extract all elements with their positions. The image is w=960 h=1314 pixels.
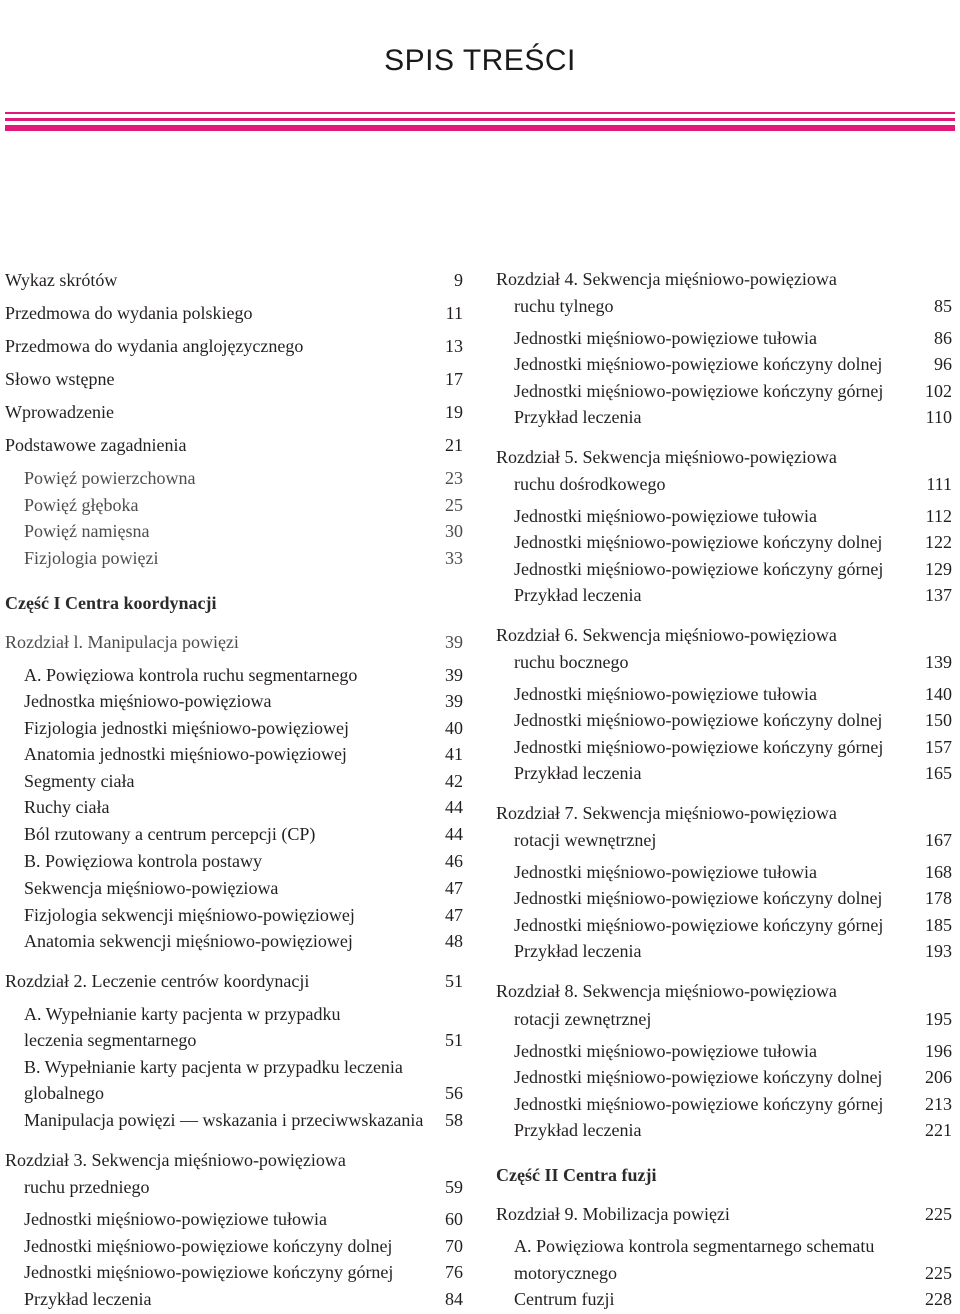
toc-entry bbox=[24, 904, 463, 926]
toc-entry bbox=[24, 467, 463, 489]
toc-entry-page: 39 bbox=[445, 665, 463, 685]
toc-entry bbox=[496, 446, 952, 468]
toc-entry-page: 165 bbox=[925, 763, 952, 783]
toc-entry bbox=[496, 268, 952, 290]
toc-entry-title: Anatomia jednostki mięśniowo-powięziowej bbox=[24, 744, 347, 764]
toc-entry-page: 195 bbox=[925, 1009, 952, 1029]
toc-entry-page: 206 bbox=[925, 1067, 952, 1087]
toc-entry-page: 70 bbox=[445, 1236, 463, 1256]
toc-entry-page: 41 bbox=[445, 744, 463, 764]
toc-entry bbox=[514, 651, 952, 673]
toc-entry-title: Rozdział 7. Sekwencja mięśniowo-powięziowa bbox=[496, 803, 837, 823]
toc-entry bbox=[514, 406, 952, 428]
toc-entry-page: 23 bbox=[445, 468, 463, 488]
toc-entry bbox=[24, 1176, 463, 1198]
toc-entry-page: 150 bbox=[925, 710, 952, 730]
toc-entry-title: Przykład leczenia bbox=[514, 763, 642, 783]
toc-entry-title: Jednostki mięśniowo-powięziowe kończyny górnej bbox=[514, 381, 884, 401]
toc-entry bbox=[514, 1288, 952, 1310]
toc-entry bbox=[5, 631, 463, 653]
toc-entry-title: Manipulacja powięzi — wskazania i przeciwwskazania bbox=[24, 1110, 424, 1130]
toc-entry bbox=[24, 930, 463, 952]
toc-entry-page: 225 bbox=[925, 1204, 952, 1224]
toc-entry bbox=[5, 970, 463, 992]
toc-entry-title: Jednostki mięśniowo-powięziowe tułowia bbox=[514, 862, 817, 882]
toc-entry-title: rotacji wewnętrznej bbox=[514, 830, 657, 850]
toc-entry bbox=[514, 736, 952, 758]
toc-entry bbox=[5, 368, 463, 390]
toc-entry-title: Jednostki mięśniowo-powięziowe tułowia bbox=[514, 506, 817, 526]
toc-entry-page: 42 bbox=[445, 771, 463, 791]
title-rule-medium bbox=[5, 118, 955, 121]
toc-entry-title: A. Wypełnianie karty pacjenta w przypadku bbox=[24, 1004, 341, 1024]
toc-entry-page: 33 bbox=[445, 548, 463, 568]
toc-entry bbox=[496, 624, 952, 646]
toc-entry bbox=[24, 850, 463, 872]
toc-entry-title: Jednostki mięśniowo-powięziowe kończyny dolnej bbox=[24, 1236, 393, 1256]
toc-entry bbox=[24, 520, 463, 542]
toc-entry-title: Jednostki mięśniowo-powięziowe kończyny górnej bbox=[514, 559, 884, 579]
toc-entry-title: ruchu bocznego bbox=[514, 652, 629, 672]
toc-entry-title: Segmenty ciała bbox=[24, 771, 135, 791]
toc-entry-page: 47 bbox=[445, 905, 463, 925]
toc-entry-page: 59 bbox=[445, 1177, 463, 1197]
toc-entry-title: Ruchy ciała bbox=[24, 797, 110, 817]
toc-entry-page: 25 bbox=[445, 495, 463, 515]
toc-entry bbox=[514, 531, 952, 553]
toc-entry-page: 196 bbox=[925, 1041, 952, 1061]
toc-entry bbox=[514, 861, 952, 883]
toc-entry bbox=[514, 473, 952, 495]
toc-entry bbox=[24, 494, 463, 516]
toc-entry-page: 112 bbox=[925, 506, 952, 526]
toc-entry-page: 102 bbox=[925, 381, 952, 401]
toc-entry-page: 85 bbox=[934, 296, 952, 316]
toc-entry bbox=[496, 980, 952, 1002]
toc-entry-title: Przedmowa do wydania polskiego bbox=[5, 303, 253, 323]
toc-entry-page: 167 bbox=[925, 830, 952, 850]
toc-part-heading bbox=[5, 592, 463, 614]
toc-entry bbox=[514, 1119, 952, 1141]
toc-entry-title: Centrum fuzji bbox=[514, 1289, 615, 1309]
toc-entry-title: Jednostki mięśniowo-powięziowe kończyny górnej bbox=[514, 737, 884, 757]
page-title: SPIS TREŚCI bbox=[384, 44, 576, 77]
toc-entry-title: Rozdział 3. Sekwencja mięśniowo-powięziowa bbox=[5, 1150, 346, 1170]
toc-entry bbox=[24, 796, 463, 818]
toc-entry-page: 13 bbox=[445, 336, 463, 356]
toc-entry-title: Jednostki mięśniowo-powięziowe kończyny dolnej bbox=[514, 888, 883, 908]
toc-entry bbox=[5, 302, 463, 324]
toc-entry-page: 44 bbox=[445, 797, 463, 817]
toc-part-heading bbox=[496, 1164, 952, 1186]
toc-entry-title: Jednostki mięśniowo-powięziowe tułowia bbox=[24, 1209, 327, 1229]
toc-entry-page: 58 bbox=[445, 1110, 463, 1130]
toc-entry-page: 39 bbox=[445, 632, 463, 652]
toc-entry-title: globalnego bbox=[24, 1083, 104, 1103]
toc-entry-page: 17 bbox=[445, 369, 463, 389]
toc-entry bbox=[24, 1029, 463, 1051]
toc-entry-page: 110 bbox=[925, 407, 952, 427]
toc-entry bbox=[514, 380, 952, 402]
toc-entry bbox=[24, 1261, 463, 1283]
toc-entry-title: Jednostki mięśniowo-powięziowe kończyny górnej bbox=[24, 1262, 394, 1282]
toc-entry-title: Powięź powierzchowna bbox=[24, 468, 196, 488]
toc-entry-title: Jednostki mięśniowo-powięziowe kończyny dolnej bbox=[514, 1067, 883, 1087]
toc-entry-page: 51 bbox=[445, 971, 463, 991]
toc-entry-title: Powięź głęboka bbox=[24, 495, 139, 515]
toc-entry bbox=[24, 547, 463, 569]
toc-entry-title: Fizjologia jednostki mięśniowo-powięziowej bbox=[24, 718, 349, 738]
toc-entry-title: Przykład leczenia bbox=[24, 1289, 152, 1309]
toc-entry-title: Część I Centra koordynacji bbox=[5, 593, 217, 613]
toc-entry-title: Jednostki mięśniowo-powięziowe kończyny górnej bbox=[514, 1094, 884, 1114]
toc-entry-page: 51 bbox=[445, 1030, 463, 1050]
toc-entry-title: Przykład leczenia bbox=[514, 407, 642, 427]
toc-entry-title: Wprowadzenie bbox=[5, 402, 114, 422]
toc-entry bbox=[24, 743, 463, 765]
toc-entry bbox=[514, 829, 952, 851]
toc-entry-page: 228 bbox=[925, 1289, 952, 1309]
toc-entry bbox=[514, 762, 952, 784]
toc-entry-page: 140 bbox=[925, 684, 952, 704]
toc-entry bbox=[496, 802, 952, 824]
toc-entry-page: 221 bbox=[925, 1120, 952, 1140]
toc-entry bbox=[514, 683, 952, 705]
toc-entry-page: 60 bbox=[445, 1209, 463, 1229]
toc-entry-title: Ból rzutowany a centrum percepcji (CP) bbox=[24, 824, 316, 844]
toc-entry bbox=[24, 877, 463, 899]
toc-entry-title: ruchu dośrodkowego bbox=[514, 474, 666, 494]
toc-entry-page: 225 bbox=[925, 1263, 952, 1283]
toc-entry-title: B. Powięziowa kontrola postawy bbox=[24, 851, 262, 871]
toc-entry-title: Przykład leczenia bbox=[514, 585, 642, 605]
toc-entry-title: Jednostki mięśniowo-powięziowe kończyny dolnej bbox=[514, 710, 883, 730]
toc-entry-page: 178 bbox=[925, 888, 952, 908]
toc-entry-title: Słowo wstępne bbox=[5, 369, 115, 389]
toc-entry-page: 122 bbox=[925, 532, 952, 552]
toc-entry bbox=[514, 353, 952, 375]
toc-entry bbox=[24, 1056, 463, 1078]
toc-entry-title: Wykaz skrótów bbox=[5, 270, 118, 290]
toc-entry bbox=[514, 914, 952, 936]
toc-entry-page: 84 bbox=[445, 1289, 463, 1309]
toc-entry bbox=[24, 1003, 463, 1025]
toc-entry bbox=[24, 1235, 463, 1257]
toc-entry-page: 40 bbox=[445, 718, 463, 738]
toc-entry-page: 96 bbox=[934, 354, 952, 374]
toc-entry-page: 129 bbox=[925, 559, 952, 579]
toc-entry-title: Fizjologia powięzi bbox=[24, 548, 159, 568]
toc-entry-page: 213 bbox=[925, 1094, 952, 1114]
toc-entry bbox=[514, 1235, 952, 1257]
toc-entry bbox=[514, 505, 952, 527]
toc-entry-page: 185 bbox=[925, 915, 952, 935]
toc-entry-title: Fizjologia sekwencji mięśniowo-powięziowej bbox=[24, 905, 355, 925]
toc-entry-page: 157 bbox=[925, 737, 952, 757]
toc-entry-page: 11 bbox=[445, 303, 463, 323]
toc-entry-title: Jednostka mięśniowo-powięziowa bbox=[24, 691, 272, 711]
toc-entry-title: Jednostki mięśniowo-powięziowe tułowia bbox=[514, 328, 817, 348]
toc-entry bbox=[5, 1149, 463, 1171]
toc-entry-title: Rozdział 5. Sekwencja mięśniowo-powięziowa bbox=[496, 447, 837, 467]
toc-entry bbox=[514, 1040, 952, 1062]
toc-entry-title: Anatomia sekwencji mięśniowo-powięziowej bbox=[24, 931, 353, 951]
toc-entry-title: ruchu przedniego bbox=[24, 1177, 150, 1197]
toc-entry bbox=[514, 940, 952, 962]
toc-entry-title: Jednostki mięśniowo-powięziowe kończyny górnej bbox=[514, 915, 884, 935]
toc-entry-title: ruchu tylnego bbox=[514, 296, 614, 316]
toc-entry-title: A. Powięziowa kontrola ruchu segmentarnego bbox=[24, 665, 358, 685]
toc-entry-title: Rozdział 4. Sekwencja mięśniowo-powięziowa bbox=[496, 269, 837, 289]
toc-entry-title: leczenia segmentarnego bbox=[24, 1030, 197, 1050]
title-rule-thin bbox=[5, 112, 955, 114]
toc-entry bbox=[24, 664, 463, 686]
toc-entry-title: Jednostki mięśniowo-powięziowe tułowia bbox=[514, 1041, 817, 1061]
toc-entry bbox=[514, 1066, 952, 1088]
toc-entry-title: rotacji zewnętrznej bbox=[514, 1009, 652, 1029]
toc-entry bbox=[24, 717, 463, 739]
toc-entry bbox=[24, 770, 463, 792]
toc-entry bbox=[5, 434, 463, 456]
toc-entry bbox=[514, 558, 952, 580]
toc-entry-title: Powięź namięsna bbox=[24, 521, 150, 541]
toc-entry-page: 44 bbox=[445, 824, 463, 844]
toc-entry bbox=[24, 690, 463, 712]
toc-entry bbox=[24, 1208, 463, 1230]
toc-entry-title: Jednostki mięśniowo-powięziowe kończyny dolnej bbox=[514, 354, 883, 374]
toc-entry-page: 19 bbox=[445, 402, 463, 422]
toc-entry-page: 111 bbox=[926, 474, 952, 494]
toc-entry-title: Przykład leczenia bbox=[514, 1120, 642, 1140]
toc-entry-title: Jednostki mięśniowo-powięziowe kończyny dolnej bbox=[514, 532, 883, 552]
toc-entry-title: Rozdział 2. Leczenie centrów koordynacji bbox=[5, 971, 310, 991]
toc-entry-title: A. Powięziowa kontrola segmentarnego schematu bbox=[514, 1236, 875, 1256]
toc-entry bbox=[24, 1109, 463, 1131]
toc-entry-title: Przedmowa do wydania anglojęzycznego bbox=[5, 336, 304, 356]
toc-entry-page: 137 bbox=[925, 585, 952, 605]
toc-entry-page: 47 bbox=[445, 878, 463, 898]
toc-entry-page: 139 bbox=[925, 652, 952, 672]
toc-entry bbox=[514, 295, 952, 317]
toc-entry bbox=[5, 401, 463, 423]
toc-entry bbox=[514, 584, 952, 606]
toc-entry-page: 30 bbox=[445, 521, 463, 541]
toc-entry bbox=[514, 1008, 952, 1030]
toc-entry bbox=[5, 335, 463, 357]
toc-entry-title: Rozdział 9. Mobilizacja powięzi bbox=[496, 1204, 730, 1224]
toc-entry-page: 48 bbox=[445, 931, 463, 951]
toc-entry-title: motorycznego bbox=[514, 1263, 617, 1283]
toc-entry bbox=[24, 823, 463, 845]
toc-entry-page: 9 bbox=[454, 270, 463, 290]
toc-entry-page: 193 bbox=[925, 941, 952, 961]
toc-entry-title: Rozdział l. Manipulacja powięzi bbox=[5, 632, 239, 652]
toc-entry-title: B. Wypełnianie karty pacjenta w przypadku leczenia bbox=[24, 1057, 403, 1077]
toc-entry bbox=[514, 887, 952, 909]
toc-entry bbox=[514, 709, 952, 731]
toc-entry-title: Jednostki mięśniowo-powięziowe tułowia bbox=[514, 684, 817, 704]
toc-entry-page: 86 bbox=[934, 328, 952, 348]
toc-entry-page: 46 bbox=[445, 851, 463, 871]
toc-entry-title: Część II Centra fuzji bbox=[496, 1165, 657, 1185]
toc-entry-page: 21 bbox=[445, 435, 463, 455]
title-rule-thick bbox=[5, 125, 955, 131]
toc-entry bbox=[514, 1093, 952, 1115]
toc-entry bbox=[24, 1288, 463, 1310]
toc-entry bbox=[496, 1203, 952, 1225]
toc-entry-page: 168 bbox=[925, 862, 952, 882]
toc-entry-title: Sekwencja mięśniowo-powięziowa bbox=[24, 878, 279, 898]
toc-entry-title: Podstawowe zagadnienia bbox=[5, 435, 187, 455]
toc-entry-title: Rozdział 6. Sekwencja mięśniowo-powięziowa bbox=[496, 625, 837, 645]
toc-entry-title: Rozdział 8. Sekwencja mięśniowo-powięziowa bbox=[496, 981, 837, 1001]
toc-entry-title: Przykład leczenia bbox=[514, 941, 642, 961]
toc-entry bbox=[24, 1082, 463, 1104]
toc-entry-page: 56 bbox=[445, 1083, 463, 1103]
toc-entry bbox=[514, 327, 952, 349]
toc-entry-page: 76 bbox=[445, 1262, 463, 1282]
toc-entry bbox=[5, 269, 463, 291]
toc-entry-page: 39 bbox=[445, 691, 463, 711]
toc-entry bbox=[514, 1262, 952, 1284]
